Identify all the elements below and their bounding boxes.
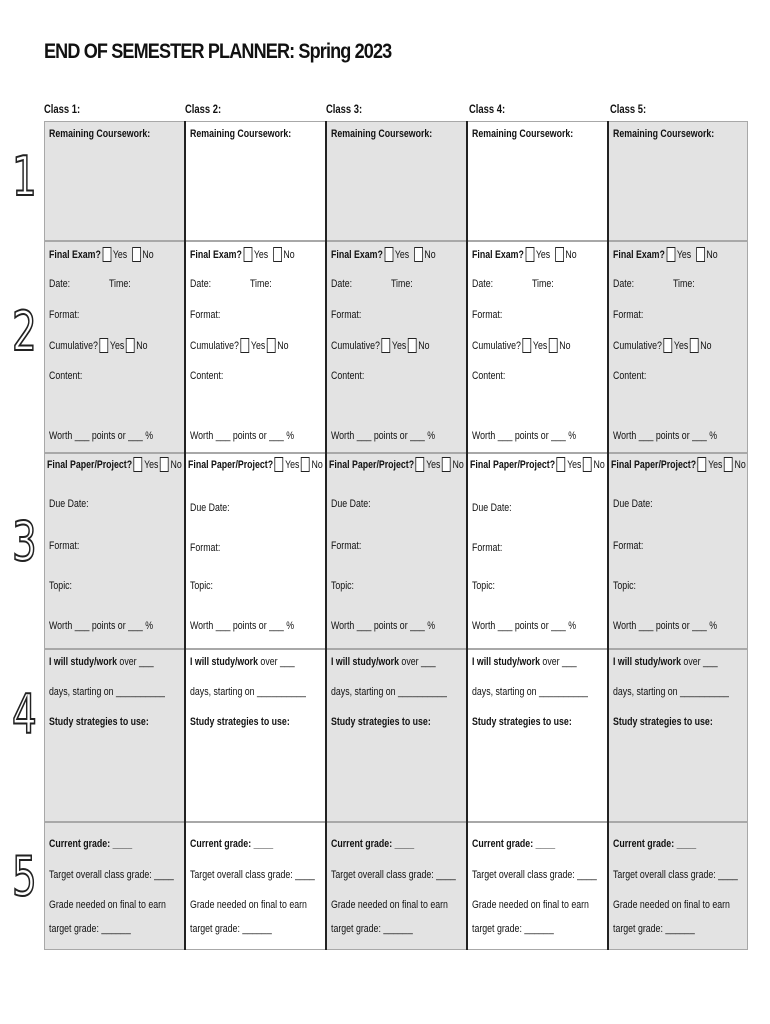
column-divider — [466, 121, 468, 950]
class-2-label: Class 2: — [185, 104, 222, 116]
cumulative-label: Cumulative? — [613, 340, 662, 352]
worth-line: Worth ___ points or ___ % — [49, 620, 154, 632]
final-paper-line — [470, 457, 605, 472]
days-starting-line: days, starting on __________ — [331, 686, 447, 698]
final-paper-yes-checkbox[interactable] — [416, 457, 425, 472]
target-grade-line: Target overall class grade: ____ — [49, 869, 174, 881]
no-label: No — [734, 459, 746, 471]
final-paper-line — [329, 457, 464, 472]
study-plan-cell-class-3[interactable] — [326, 649, 467, 822]
class-4-label: Class 4: — [469, 104, 506, 116]
final-paper-yes-checkbox[interactable] — [275, 457, 284, 472]
no-label: No — [700, 340, 712, 352]
yes-label: Yes — [285, 459, 300, 471]
topic-label: Topic: — [331, 580, 354, 592]
final-paper-no-checkbox[interactable] — [301, 457, 310, 472]
row-number-3: 3 — [12, 510, 37, 573]
cumulative-no-checkbox[interactable] — [549, 338, 558, 353]
study-over-line — [190, 656, 295, 668]
yes-label: Yes — [253, 249, 269, 261]
grade-needed-line-1: Grade needed on final to earn — [472, 899, 589, 911]
class-5-label: Class 5: — [610, 104, 647, 116]
current-grade-line: Current grade: ____ — [49, 838, 133, 850]
page-title: END OF SEMESTER PLANNER: Spring 2023 — [44, 40, 392, 63]
final-exam-no-checkbox[interactable] — [696, 247, 705, 262]
cumulative-yes-checkbox[interactable] — [664, 338, 673, 353]
no-label: No — [593, 459, 605, 471]
time-label: Time: — [391, 278, 413, 290]
final-exam-no-checkbox[interactable] — [414, 247, 423, 262]
no-label: No — [559, 340, 571, 352]
final-exam-label: Final Exam? — [472, 249, 524, 261]
final-exam-label: Final Exam? — [49, 249, 101, 261]
study-label: I will study/work — [190, 656, 258, 668]
date-label: Date: — [613, 278, 635, 290]
yes-label: Yes — [394, 249, 410, 261]
yes-label: Yes — [676, 249, 692, 261]
column-divider — [184, 121, 186, 950]
grades-cell-class-3[interactable] — [326, 822, 467, 950]
content-label: Content: — [613, 370, 647, 382]
due-date-label: Due Date: — [472, 502, 512, 514]
study-over-text: over ___ — [680, 656, 718, 668]
final-exam-label: Final Exam? — [331, 249, 383, 261]
time-label: Time: — [250, 278, 272, 290]
final-paper-yes-checkbox[interactable] — [134, 457, 143, 472]
format-label: Format: — [613, 309, 644, 321]
time-label: Time: — [673, 278, 695, 290]
no-label: No — [283, 249, 295, 261]
yes-label: Yes — [532, 340, 548, 352]
worth-line: Worth ___ points or ___ % — [613, 430, 718, 442]
current-grade-line: Current grade: ____ — [472, 838, 556, 850]
worth-line: Worth ___ points or ___ % — [190, 430, 295, 442]
final-exam-line — [331, 247, 436, 262]
final-exam-yes-checkbox[interactable] — [666, 247, 675, 262]
final-paper-yes-checkbox[interactable] — [557, 457, 566, 472]
row-number-5: 5 — [12, 845, 37, 908]
format-label: Format: — [472, 542, 503, 554]
study-label: I will study/work — [49, 656, 117, 668]
content-label: Content: — [331, 370, 365, 382]
remaining-coursework-label: Remaining Coursework: — [49, 128, 151, 140]
cumulative-yes-checkbox[interactable] — [523, 338, 532, 353]
due-date-label: Due Date: — [613, 498, 653, 510]
remaining-coursework-cell-class-3[interactable] — [326, 121, 467, 241]
current-grade-line: Current grade: ____ — [331, 838, 415, 850]
yes-label: Yes — [391, 340, 407, 352]
study-over-line — [613, 656, 718, 668]
final-paper-yes-checkbox[interactable] — [698, 457, 707, 472]
cumulative-label: Cumulative? — [331, 340, 380, 352]
grade-needed-line-2: target grade: ______ — [331, 923, 413, 935]
final-paper-no-checkbox[interactable] — [724, 457, 733, 472]
final-exam-yes-checkbox[interactable] — [102, 247, 111, 262]
study-label: I will study/work — [331, 656, 399, 668]
remaining-coursework-cell-class-1[interactable] — [44, 121, 185, 241]
no-label: No — [277, 340, 289, 352]
remaining-coursework-cell-class-4[interactable] — [467, 121, 608, 241]
grade-needed-line-2: target grade: ______ — [472, 923, 554, 935]
days-starting-line: days, starting on __________ — [190, 686, 306, 698]
cumulative-no-checkbox[interactable] — [690, 338, 699, 353]
yes-label: Yes — [567, 459, 582, 471]
final-paper-no-checkbox[interactable] — [583, 457, 592, 472]
column-divider — [325, 121, 327, 950]
days-starting-line: days, starting on __________ — [49, 686, 165, 698]
content-label: Content: — [49, 370, 83, 382]
worth-line: Worth ___ points or ___ % — [331, 620, 436, 632]
remaining-coursework-label: Remaining Coursework: — [472, 128, 574, 140]
final-exam-label: Final Exam? — [613, 249, 665, 261]
format-label: Format: — [49, 309, 80, 321]
format-label: Format: — [331, 309, 362, 321]
yes-label: Yes — [109, 340, 125, 352]
final-paper-label: Final Paper/Project? — [47, 459, 133, 471]
final-exam-no-checkbox[interactable] — [132, 247, 141, 262]
cumulative-label: Cumulative? — [190, 340, 239, 352]
remaining-coursework-cell-class-5[interactable] — [608, 121, 748, 241]
date-label: Date: — [472, 278, 494, 290]
final-paper-cell-class-1[interactable] — [44, 453, 185, 649]
no-label: No — [418, 340, 430, 352]
yes-label: Yes — [535, 249, 551, 261]
study-plan-cell-class-1[interactable] — [44, 649, 185, 822]
remaining-coursework-label: Remaining Coursework: — [613, 128, 715, 140]
cumulative-no-checkbox[interactable] — [126, 338, 135, 353]
yes-label: Yes — [708, 459, 723, 471]
grade-needed-line-1: Grade needed on final to earn — [49, 899, 166, 911]
final-exam-line — [190, 247, 295, 262]
final-paper-no-checkbox[interactable] — [160, 457, 169, 472]
class-1-label: Class 1: — [44, 104, 81, 116]
study-over-text: over ___ — [398, 656, 436, 668]
final-exam-cell-class-3[interactable] — [326, 241, 467, 453]
due-date-label: Due Date: — [190, 502, 230, 514]
grade-needed-line-2: target grade: ______ — [49, 923, 131, 935]
no-label: No — [142, 249, 154, 261]
topic-label: Topic: — [49, 580, 72, 592]
final-paper-label: Final Paper/Project? — [611, 459, 697, 471]
cumulative-no-checkbox[interactable] — [267, 338, 276, 353]
final-paper-label: Final Paper/Project? — [470, 459, 556, 471]
no-label: No — [311, 459, 323, 471]
final-exam-yes-checkbox[interactable] — [243, 247, 252, 262]
final-paper-no-checkbox[interactable] — [442, 457, 451, 472]
days-starting-line: days, starting on __________ — [472, 686, 588, 698]
final-exam-cell-class-5[interactable] — [608, 241, 748, 453]
grade-needed-line-1: Grade needed on final to earn — [190, 899, 307, 911]
no-label: No — [565, 249, 577, 261]
no-label: No — [170, 459, 182, 471]
cumulative-line — [613, 338, 712, 353]
final-paper-label: Final Paper/Project? — [188, 459, 274, 471]
worth-line: Worth ___ points or ___ % — [472, 620, 577, 632]
final-exam-yes-checkbox[interactable] — [384, 247, 393, 262]
final-paper-line — [611, 457, 746, 472]
worth-line: Worth ___ points or ___ % — [613, 620, 718, 632]
yes-label: Yes — [250, 340, 266, 352]
study-over-text: over ___ — [116, 656, 154, 668]
study-plan-cell-class-2[interactable] — [185, 649, 326, 822]
worth-line: Worth ___ points or ___ % — [49, 430, 154, 442]
study-strategies-label: Study strategies to use: — [472, 716, 572, 728]
study-over-line — [472, 656, 577, 668]
format-label: Format: — [190, 309, 221, 321]
format-label: Format: — [613, 540, 644, 552]
final-exam-no-checkbox[interactable] — [273, 247, 282, 262]
final-exam-cell-class-1[interactable] — [44, 241, 185, 453]
content-label: Content: — [190, 370, 224, 382]
cumulative-line — [190, 338, 289, 353]
final-paper-label: Final Paper/Project? — [329, 459, 415, 471]
grade-needed-line-1: Grade needed on final to earn — [613, 899, 730, 911]
remaining-coursework-label: Remaining Coursework: — [331, 128, 433, 140]
study-over-line — [49, 656, 154, 668]
topic-label: Topic: — [190, 580, 213, 592]
target-grade-line: Target overall class grade: ____ — [613, 869, 738, 881]
format-label: Format: — [331, 540, 362, 552]
grades-cell-class-5[interactable] — [608, 822, 748, 950]
row-number-1: 1 — [12, 145, 37, 208]
target-grade-line: Target overall class grade: ____ — [190, 869, 315, 881]
cumulative-yes-checkbox[interactable] — [241, 338, 250, 353]
current-grade-line: Current grade: ____ — [613, 838, 697, 850]
study-plan-cell-class-4[interactable] — [467, 649, 608, 822]
final-paper-line — [188, 457, 323, 472]
cumulative-label: Cumulative? — [472, 340, 521, 352]
final-exam-cell-class-2[interactable] — [185, 241, 326, 453]
format-label: Format: — [190, 542, 221, 554]
study-over-text: over ___ — [539, 656, 577, 668]
final-paper-cell-class-4[interactable] — [467, 453, 608, 649]
time-label: Time: — [532, 278, 554, 290]
study-strategies-label: Study strategies to use: — [49, 716, 149, 728]
study-strategies-label: Study strategies to use: — [331, 716, 431, 728]
study-over-text: over ___ — [257, 656, 295, 668]
grade-needed-line-1: Grade needed on final to earn — [331, 899, 448, 911]
final-paper-cell-class-2[interactable] — [185, 453, 326, 649]
grades-cell-class-1[interactable] — [44, 822, 185, 950]
grades-cell-class-4[interactable] — [467, 822, 608, 950]
final-exam-no-checkbox[interactable] — [555, 247, 564, 262]
date-label: Date: — [49, 278, 71, 290]
final-paper-cell-class-3[interactable] — [326, 453, 467, 649]
final-exam-line — [613, 247, 718, 262]
worth-line: Worth ___ points or ___ % — [190, 620, 295, 632]
due-date-label: Due Date: — [49, 498, 89, 510]
yes-label: Yes — [673, 340, 689, 352]
final-paper-line — [47, 457, 182, 472]
cumulative-line — [331, 338, 430, 353]
format-label: Format: — [472, 309, 503, 321]
row-number-2: 2 — [12, 300, 37, 363]
final-exam-label: Final Exam? — [190, 249, 242, 261]
topic-label: Topic: — [472, 580, 495, 592]
date-label: Date: — [190, 278, 212, 290]
cumulative-no-checkbox[interactable] — [408, 338, 417, 353]
final-exam-line — [472, 247, 577, 262]
grade-needed-line-2: target grade: ______ — [613, 923, 695, 935]
yes-label: Yes — [112, 249, 128, 261]
no-label: No — [424, 249, 436, 261]
target-grade-line: Target overall class grade: ____ — [472, 869, 597, 881]
study-label: I will study/work — [613, 656, 681, 668]
class-3-label: Class 3: — [326, 104, 363, 116]
target-grade-line: Target overall class grade: ____ — [331, 869, 456, 881]
current-grade-line: Current grade: ____ — [190, 838, 274, 850]
no-label: No — [136, 340, 148, 352]
topic-label: Topic: — [613, 580, 636, 592]
grades-cell-class-2[interactable] — [185, 822, 326, 950]
days-starting-line: days, starting on __________ — [613, 686, 729, 698]
final-exam-cell-class-4[interactable] — [467, 241, 608, 453]
study-over-line — [331, 656, 436, 668]
time-label: Time: — [109, 278, 131, 290]
cumulative-yes-checkbox[interactable] — [382, 338, 391, 353]
content-label: Content: — [472, 370, 506, 382]
cumulative-yes-checkbox[interactable] — [100, 338, 109, 353]
no-label: No — [452, 459, 464, 471]
cumulative-line — [472, 338, 571, 353]
final-exam-line — [49, 247, 154, 262]
worth-line: Worth ___ points or ___ % — [331, 430, 436, 442]
remaining-coursework-cell-class-2[interactable] — [185, 121, 326, 241]
date-label: Date: — [331, 278, 353, 290]
no-label: No — [706, 249, 718, 261]
due-date-label: Due Date: — [331, 498, 371, 510]
column-divider — [607, 121, 609, 950]
cumulative-line — [49, 338, 148, 353]
final-exam-yes-checkbox[interactable] — [525, 247, 534, 262]
format-label: Format: — [49, 540, 80, 552]
row-number-4: 4 — [12, 683, 37, 746]
study-strategies-label: Study strategies to use: — [613, 716, 713, 728]
study-label: I will study/work — [472, 656, 540, 668]
study-plan-cell-class-5[interactable] — [608, 649, 748, 822]
yes-label: Yes — [426, 459, 441, 471]
grade-needed-line-2: target grade: ______ — [190, 923, 272, 935]
cumulative-label: Cumulative? — [49, 340, 98, 352]
remaining-coursework-label: Remaining Coursework: — [190, 128, 292, 140]
final-paper-cell-class-5[interactable] — [608, 453, 748, 649]
worth-line: Worth ___ points or ___ % — [472, 430, 577, 442]
yes-label: Yes — [144, 459, 159, 471]
study-strategies-label: Study strategies to use: — [190, 716, 290, 728]
